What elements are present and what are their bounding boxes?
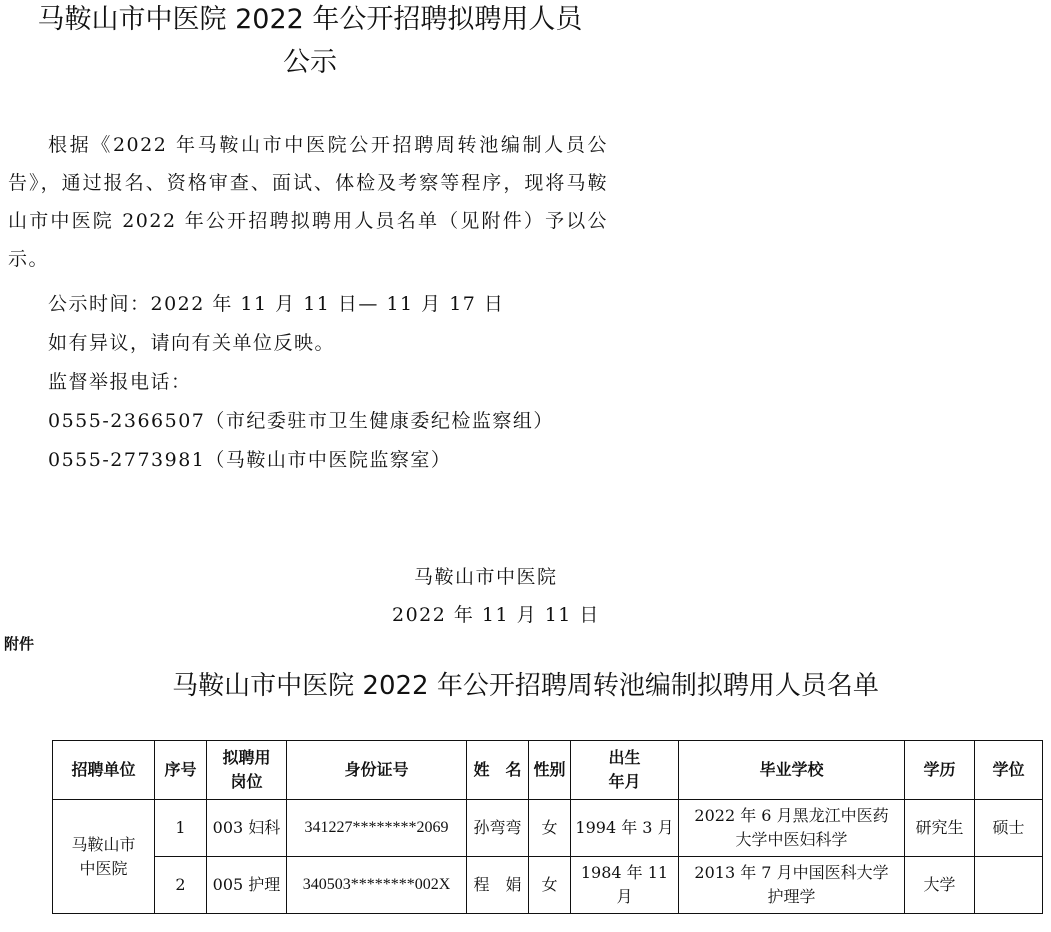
cell-birth: 1994 年 3 月 [571,800,679,857]
header-school: 毕业学校 [679,741,905,800]
cell-id: 341227********2069 [287,800,467,857]
cell-school-line1: 2013 年 7 月中国医科大学 [694,863,889,882]
cell-school [679,800,905,857]
header-birth-line2: 年月 [608,772,641,791]
cell-education: 大学 [905,857,975,914]
cell-gender: 女 [529,800,571,857]
cell-post: 003 妇科 [207,800,287,857]
attachment-title: 马鞍山市中医院 2022 年公开招聘周转池编制拟聘用人员名单 [172,671,879,701]
table-row [53,857,1043,914]
header-post-line1: 拟聘用 [222,748,271,767]
table-header-row [53,741,1043,800]
cell-birth: 1984 年 11 月 [571,857,679,914]
hire-list-table [52,740,1043,914]
header-no: 序号 [155,741,207,800]
cell-school-line2: 护理学 [767,887,816,906]
hotline-label: 监督举报电话： [48,371,192,393]
header-post [207,741,287,800]
header-degree: 学位 [975,741,1043,800]
cell-unit-line2: 中医院 [79,858,128,878]
cell-degree [975,857,1043,914]
header-birth [571,741,679,800]
signature-date: 2022 年 11 月 11 日 [392,604,600,626]
header-birth-line1: 出生 [608,748,641,767]
cell-school-line2: 大学中医妇科学 [735,830,848,849]
header-name: 姓 名 [467,741,529,800]
cell-gender: 女 [529,857,571,914]
header-gender: 性别 [529,741,571,800]
hotline-phone-2: 0555-2773981（马鞍山市中医院监察室） [48,449,452,471]
cell-education: 研究生 [905,800,975,857]
table-row [53,800,1043,857]
header-id: 身份证号 [287,741,467,800]
cell-post: 005 护理 [207,857,287,914]
signature-org: 马鞍山市中医院 [414,566,558,588]
cell-unit-line1: 马鞍山市 [71,834,136,854]
cell-no: 2 [155,857,207,914]
cell-school-line1: 2022 年 6 月黑龙江中医药 [694,806,889,825]
attachment-label: 附件 [4,635,35,653]
cell-degree: 硕士 [975,800,1043,857]
cell-name: 程 娟 [467,857,529,914]
header-unit: 招聘单位 [53,741,155,800]
hotline-phone-1: 0555-2366507（市纪委驻市卫生健康委纪检监察组） [48,410,554,432]
objection-note: 如有异议，请向有关单位反映。 [48,332,336,354]
document-title-line1: 马鞍山市中医院 2022 年公开招聘拟聘用人员 [37,4,583,35]
announcement-body: 根据《2022 年马鞍山市中医院公开招聘周转池编制人员公告》，通过报名、资格审查、面试、体检及考察等程序，现将马鞍山市中医院 2022 年公开招聘拟聘用人员名单（见附件）予以公示。 [8,134,608,270]
cell-name: 孙弯弯 [467,800,529,857]
header-education: 学历 [905,741,975,800]
cell-school [679,857,905,914]
cell-id: 340503********002X [287,857,467,914]
publicity-period: 公示时间：2022 年 11 月 11 日— 11 月 17 日 [48,293,505,315]
header-post-line2: 岗位 [230,772,263,791]
document-title-line2: 公示 [283,47,337,78]
cell-no: 1 [155,800,207,857]
cell-unit [53,800,155,914]
